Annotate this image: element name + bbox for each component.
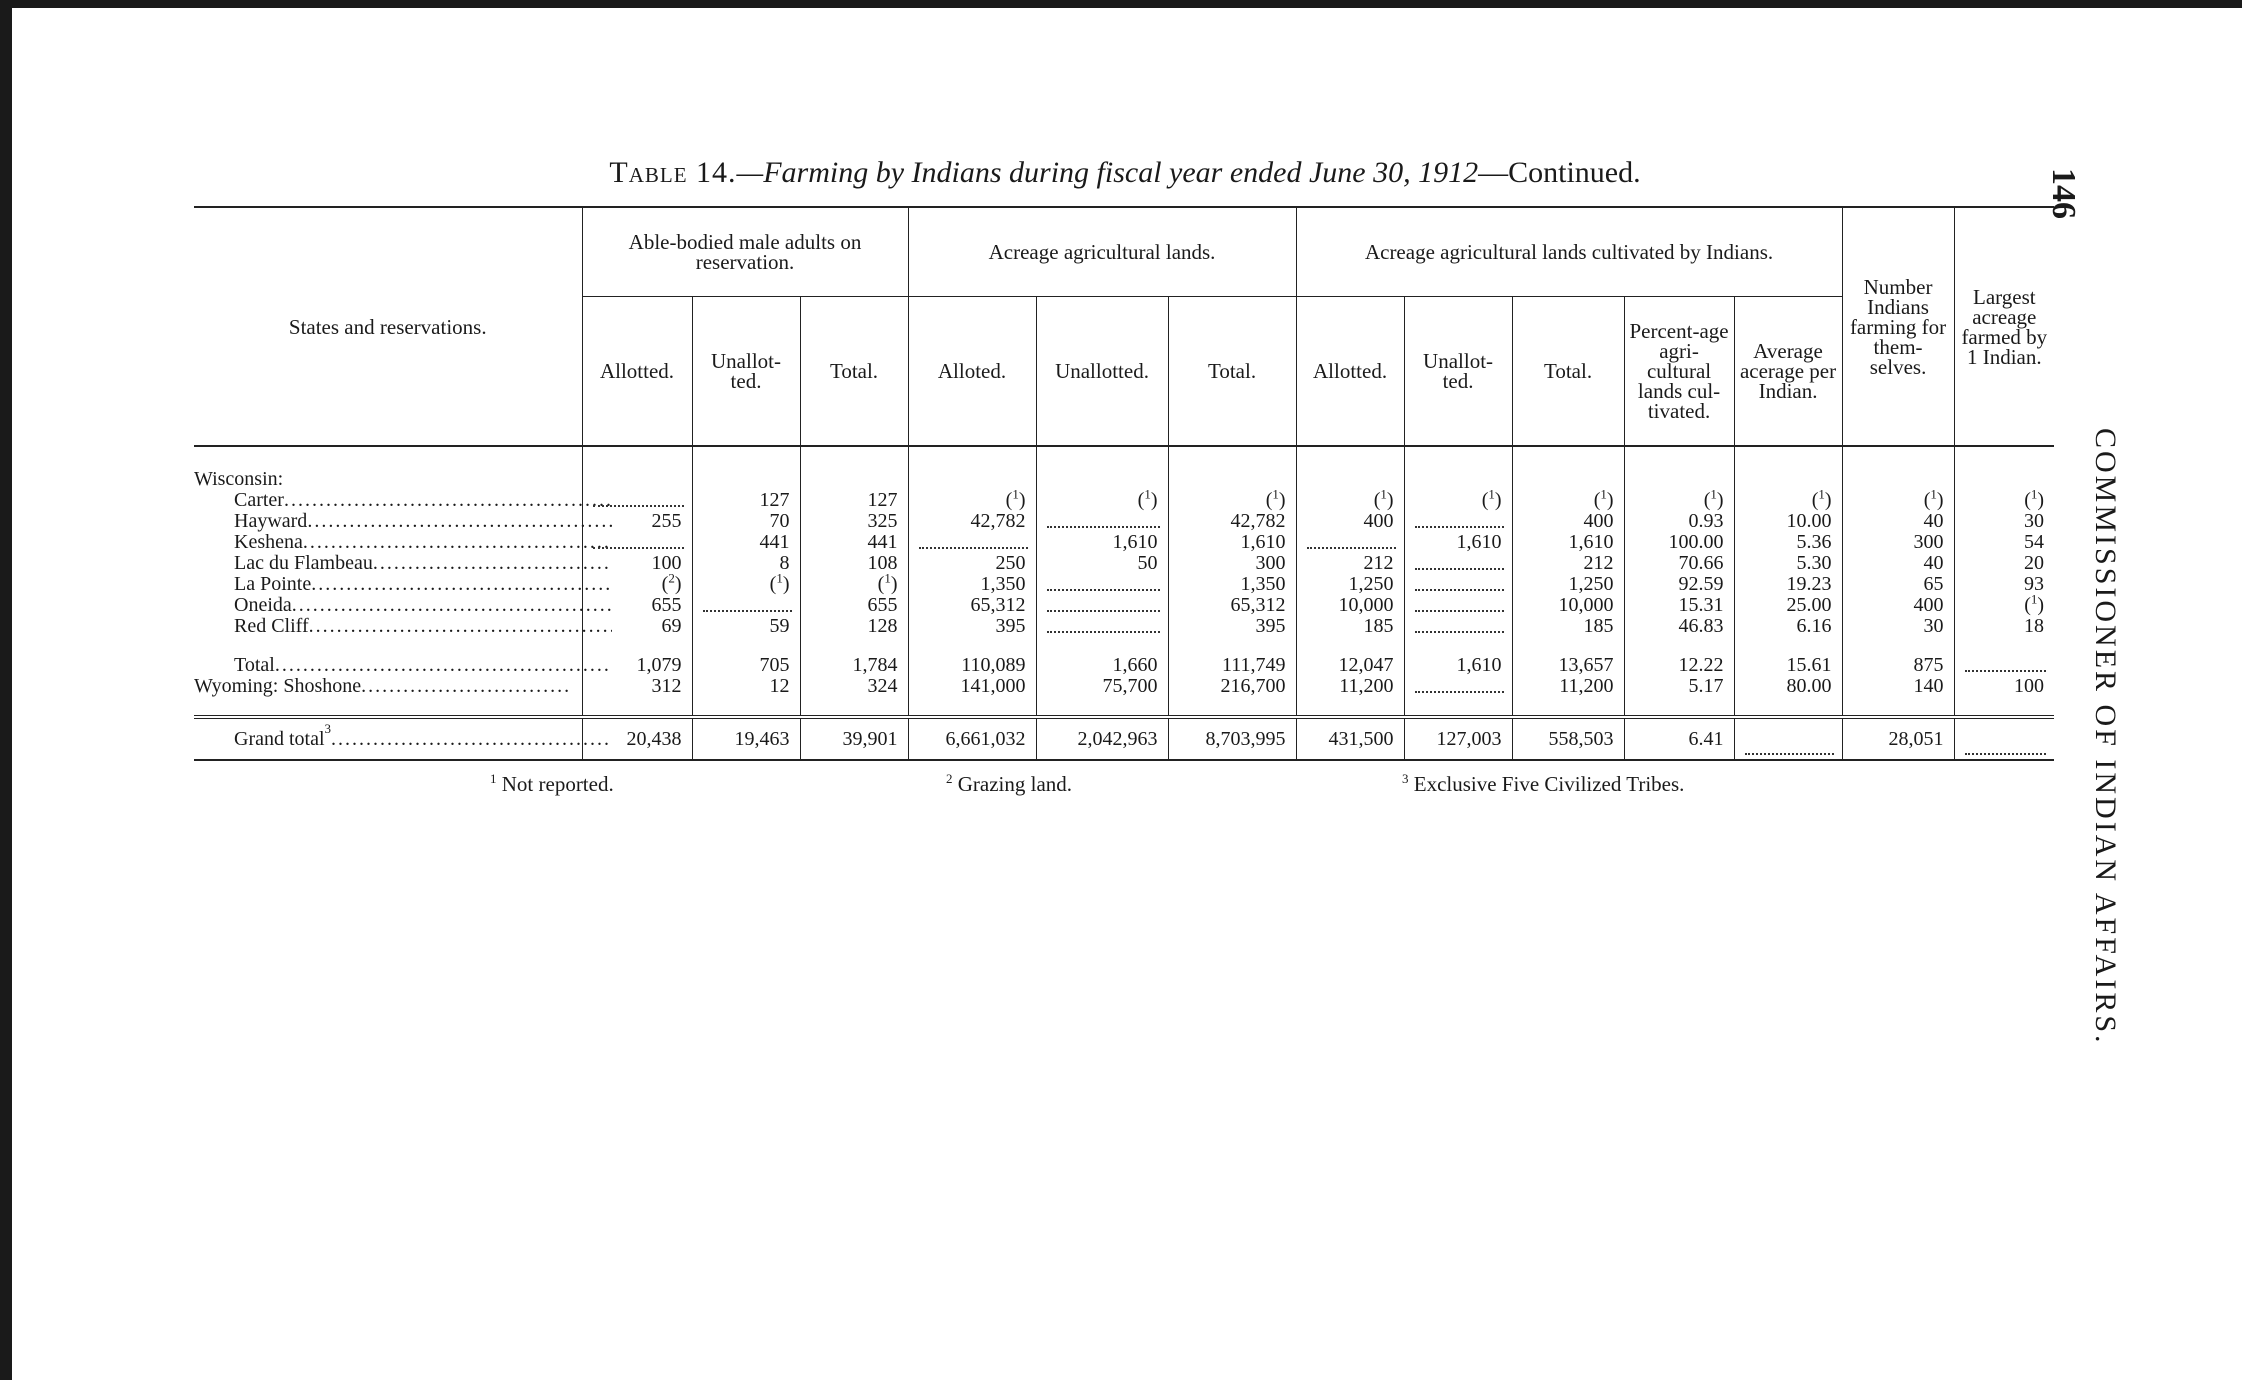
table-row <box>194 553 2054 574</box>
cell-empty-acre-unallotted <box>1036 616 1168 637</box>
title-prefix: Table 14. <box>609 156 737 189</box>
cell-largest: 18 <box>1954 616 2054 637</box>
cell-able-unallotted: 8 <box>692 553 800 574</box>
cell-cult-allotted: 431,500 <box>1296 717 1404 760</box>
cell-number-farming: 40 <box>1842 553 1954 574</box>
cell-empty-cult-unallotted <box>1404 553 1512 574</box>
cell-able-total: 1,784 <box>800 655 908 676</box>
leader-dots <box>275 655 612 676</box>
table-title <box>200 156 2050 190</box>
header-able-bodied: Able-bodied male adults on reservation. <box>582 207 908 297</box>
cell-cult-percent: 92.59 <box>1624 574 1734 595</box>
cell-acre-total: 65,312 <box>1168 595 1296 616</box>
header-largest-acreage: Largest acreage farmed by 1 Indian. <box>1954 207 2054 446</box>
table-row <box>194 532 2054 553</box>
row-label: Grand total <box>234 727 325 750</box>
footnote-3: $^3$ Exclusive Five Civilized Tribes. <box>1402 771 1685 796</box>
cell-acre-unallotted: 2,042,963 <box>1036 717 1168 760</box>
cell-able-allotted: ($^2$) <box>582 574 692 595</box>
footnote-2-text: Grazing land. <box>957 772 1073 796</box>
page-edge-top <box>0 0 2242 8</box>
cell-acre-unallotted: 1,660 <box>1036 655 1168 676</box>
leader-dots <box>331 729 611 750</box>
cell-cult-average: 10.00 <box>1734 511 1842 532</box>
cell-cult-allotted: 11,200 <box>1296 676 1404 697</box>
cell-cult-percent: 70.66 <box>1624 553 1734 574</box>
cell-able-unallotted: 19,463 <box>692 717 800 760</box>
cell-cult-percent: ($^1$) <box>1624 490 1734 511</box>
cell-acre-total: 111,749 <box>1168 655 1296 676</box>
cell-acre-total: 42,782 <box>1168 511 1296 532</box>
table-row <box>194 676 2054 697</box>
cell-cult-allotted: ($^1$) <box>1296 490 1404 511</box>
cell-cult-percent: 5.17 <box>1624 676 1734 697</box>
row-label-cell <box>194 490 582 511</box>
cell-acre-allotted: 110,089 <box>908 655 1036 676</box>
cell-able-unallotted: 59 <box>692 616 800 637</box>
cell-cult-average: 25.00 <box>1734 595 1842 616</box>
cell-empty-largest <box>1954 717 2054 760</box>
cell-able-allotted: 100 <box>582 553 692 574</box>
header-acre-total: Total. <box>1168 297 1296 447</box>
leader-dots <box>361 676 571 697</box>
cell-cult-percent: 0.93 <box>1624 511 1734 532</box>
cell-cult-total: ($^1$) <box>1512 490 1624 511</box>
cell-able-unallotted: 12 <box>692 676 800 697</box>
cell-cult-total: 13,657 <box>1512 655 1624 676</box>
row-label-cell <box>194 532 582 553</box>
cell-empty-acre-allotted <box>908 532 1036 553</box>
table-row <box>194 490 2054 511</box>
cell-cult-percent: 46.83 <box>1624 616 1734 637</box>
cell-number-farming: 875 <box>1842 655 1954 676</box>
cell-able-unallotted: 705 <box>692 655 800 676</box>
cell-cult-allotted: 400 <box>1296 511 1404 532</box>
cell-acre-allotted: 141,000 <box>908 676 1036 697</box>
cell-cult-allotted: 10,000 <box>1296 595 1404 616</box>
cell-number-farming: 400 <box>1842 595 1954 616</box>
cell-acre-allotted: 42,782 <box>908 511 1036 532</box>
cell-cult-average: 5.30 <box>1734 553 1842 574</box>
cell-cult-percent: 15.31 <box>1624 595 1734 616</box>
cell-cult-total: 212 <box>1512 553 1624 574</box>
cell-acre-unallotted: 1,610 <box>1036 532 1168 553</box>
row-label-cell <box>194 553 582 574</box>
cell-cult-total: 1,610 <box>1512 532 1624 553</box>
cell-cult-total: 10,000 <box>1512 595 1624 616</box>
header-cult-unallotted: Unallot-ted. <box>1404 297 1512 447</box>
state-row-wisconsin <box>194 469 2054 490</box>
cell-empty-cult-unallotted <box>1404 511 1512 532</box>
cell-empty-acre-unallotted <box>1036 511 1168 532</box>
footnote-1: $^1$ Not reported. <box>490 771 614 796</box>
cell-empty-able-allotted <box>582 532 692 553</box>
cell-able-total: 655 <box>800 595 908 616</box>
row-label: Keshena <box>234 531 303 553</box>
cell-cult-total: 11,200 <box>1512 676 1624 697</box>
row-label: Oneida <box>234 594 292 616</box>
header-acre-allotted: Alloted. <box>908 297 1036 447</box>
cell-acre-allotted: 395 <box>908 616 1036 637</box>
cell-acre-total: 1,610 <box>1168 532 1296 553</box>
header-cult-percent: Percent-age agri-cultural lands cul-tivated. <box>1624 297 1734 447</box>
cell-acre-allotted: 65,312 <box>908 595 1036 616</box>
table-row <box>194 717 2054 760</box>
row-label: Wyoming: Shoshone <box>194 675 362 697</box>
cell-cult-percent: 100.00 <box>1624 532 1734 553</box>
cell-able-total: 127 <box>800 490 908 511</box>
row-label: Lac du Flambeau <box>234 552 373 574</box>
leader-dots <box>303 532 612 553</box>
table-row <box>194 595 2054 616</box>
farming-table <box>194 206 2054 761</box>
leader-dots <box>307 511 611 532</box>
cell-able-allotted: 69 <box>582 616 692 637</box>
leader-dots <box>311 574 611 595</box>
cell-able-total: 39,901 <box>800 717 908 760</box>
cell-number-farming: 40 <box>1842 511 1954 532</box>
header-acreage: Acreage agricultural lands. <box>908 207 1296 297</box>
footnote-1-text: Not reported. <box>501 772 614 796</box>
cell-able-unallotted: 441 <box>692 532 800 553</box>
cell-able-allotted: 20,438 <box>582 717 692 760</box>
table-row <box>194 511 2054 532</box>
cell-empty-acre-unallotted <box>1036 574 1168 595</box>
state-label: Wisconsin: <box>194 468 284 490</box>
cell-cult-total: 185 <box>1512 616 1624 637</box>
header-number-farming: Number Indians farming for them-selves. <box>1842 207 1954 446</box>
cell-empty-cult-average <box>1734 717 1842 760</box>
cell-able-total: 441 <box>800 532 908 553</box>
cell-able-total: 128 <box>800 616 908 637</box>
cell-empty-cult-unallotted <box>1404 574 1512 595</box>
cell-able-allotted: 1,079 <box>582 655 692 676</box>
cell-able-total: 325 <box>800 511 908 532</box>
cell-cult-unallotted: ($^1$) <box>1404 490 1512 511</box>
cell-acre-unallotted: 50 <box>1036 553 1168 574</box>
cell-acre-total: 395 <box>1168 616 1296 637</box>
title-italic: —Farming by Indians during fiscal year ended June 30, 1912 <box>736 156 1479 189</box>
cell-acre-total: 216,700 <box>1168 676 1296 697</box>
cell-cult-average: 5.36 <box>1734 532 1842 553</box>
title-suffix: —Continued. <box>1478 156 1641 189</box>
row-label: Carter <box>234 489 284 511</box>
cell-able-unallotted: 127 <box>692 490 800 511</box>
row-label-cell <box>194 717 582 760</box>
cell-number-farming: 30 <box>1842 616 1954 637</box>
header-able-allotted: Allotted. <box>582 297 692 447</box>
cell-cult-allotted: 12,047 <box>1296 655 1404 676</box>
cell-cult-allotted: 212 <box>1296 553 1404 574</box>
cell-cult-total: 558,503 <box>1512 717 1624 760</box>
row-label-cell <box>194 676 582 697</box>
header-cultivated: Acreage agricultural lands cultivated by Indians. <box>1296 207 1842 297</box>
cell-cult-percent: 12.22 <box>1624 655 1734 676</box>
cell-able-allotted: 255 <box>582 511 692 532</box>
cell-empty-cult-unallotted <box>1404 616 1512 637</box>
cell-cult-unallotted: 127,003 <box>1404 717 1512 760</box>
cell-number-farming: 65 <box>1842 574 1954 595</box>
row-label-cell <box>194 574 582 595</box>
cell-cult-total: 400 <box>1512 511 1624 532</box>
cell-largest: 30 <box>1954 511 2054 532</box>
cell-cult-average: 19.23 <box>1734 574 1842 595</box>
cell-acre-unallotted: ($^1$) <box>1036 490 1168 511</box>
cell-able-total: 324 <box>800 676 908 697</box>
cell-able-total: 108 <box>800 553 908 574</box>
page-edge-left <box>0 0 12 1380</box>
row-label-cell <box>194 655 582 676</box>
row-label-cell <box>194 511 582 532</box>
cell-able-allotted: 312 <box>582 676 692 697</box>
cell-largest: ($^1$) <box>1954 490 2054 511</box>
cell-number-farming: 28,051 <box>1842 717 1954 760</box>
row-label: Hayward <box>234 510 308 532</box>
cell-acre-allotted: 1,350 <box>908 574 1036 595</box>
header-cult-total: Total. <box>1512 297 1624 447</box>
cell-largest: 54 <box>1954 532 2054 553</box>
header-cult-allotted: Allotted. <box>1296 297 1404 447</box>
table-row <box>194 655 2054 676</box>
row-label: La Pointe <box>234 573 312 595</box>
cell-acre-total: 1,350 <box>1168 574 1296 595</box>
running-head: COMMISSIONER OF INDIAN AFFAIRS. <box>2089 428 2122 1046</box>
cell-largest: 93 <box>1954 574 2054 595</box>
cell-cult-percent: 6.41 <box>1624 717 1734 760</box>
cell-acre-total: ($^1$) <box>1168 490 1296 511</box>
cell-acre-total: 300 <box>1168 553 1296 574</box>
leader-dots <box>373 553 612 574</box>
cell-largest: 100 <box>1954 676 2054 697</box>
footnote-3-text: Exclusive Five Civilized Tribes. <box>1413 772 1685 796</box>
cell-empty-able-allotted <box>582 490 692 511</box>
cell-largest: 20 <box>1954 553 2054 574</box>
cell-acre-unallotted: 75,700 <box>1036 676 1168 697</box>
cell-largest: ($^1$) <box>1954 595 2054 616</box>
row-label-cell <box>194 595 582 616</box>
cell-able-unallotted: ($^1$) <box>692 574 800 595</box>
cell-acre-allotted: ($^1$) <box>908 490 1036 511</box>
header-able-total: Total. <box>800 297 908 447</box>
cell-cult-allotted: 185 <box>1296 616 1404 637</box>
table-row <box>194 616 2054 637</box>
cell-able-unallotted: 70 <box>692 511 800 532</box>
cell-cult-average: 15.61 <box>1734 655 1842 676</box>
header-states: States and reservations. <box>194 207 582 446</box>
cell-empty-cult-unallotted <box>1404 595 1512 616</box>
cell-cult-unallotted: 1,610 <box>1404 655 1512 676</box>
cell-number-farming: 140 <box>1842 676 1954 697</box>
cell-empty-cult-allotted <box>1296 532 1404 553</box>
cell-cult-allotted: 1,250 <box>1296 574 1404 595</box>
row-footnote-mark: 3 <box>324 720 332 736</box>
row-label: Total <box>234 654 275 676</box>
cell-empty-able-unallotted <box>692 595 800 616</box>
header-able-unallotted: Unallot-ted. <box>692 297 800 447</box>
cell-cult-unallotted: 1,610 <box>1404 532 1512 553</box>
cell-number-farming: 300 <box>1842 532 1954 553</box>
header-cult-average: Average acerage per Indian. <box>1734 297 1842 447</box>
leader-dots <box>284 490 612 511</box>
cell-cult-average: ($^1$) <box>1734 490 1842 511</box>
row-label-cell <box>194 616 582 637</box>
cell-cult-average: 6.16 <box>1734 616 1842 637</box>
cell-acre-total: 8,703,995 <box>1168 717 1296 760</box>
leader-dots <box>292 595 612 616</box>
cell-able-total: ($^1$) <box>800 574 908 595</box>
cell-able-allotted: 655 <box>582 595 692 616</box>
cell-empty-acre-unallotted <box>1036 595 1168 616</box>
row-label: Red Cliff <box>234 615 309 637</box>
cell-cult-average: 80.00 <box>1734 676 1842 697</box>
table-row <box>194 574 2054 595</box>
footnote-2: $^2$ Grazing land. <box>946 771 1073 796</box>
leader-dots <box>309 616 612 637</box>
page-number: 146 <box>2045 168 2082 219</box>
cell-empty-largest <box>1954 655 2054 676</box>
cell-acre-allotted: 250 <box>908 553 1036 574</box>
cell-acre-allotted: 6,661,032 <box>908 717 1036 760</box>
cell-number-farming: ($^1$) <box>1842 490 1954 511</box>
cell-cult-total: 1,250 <box>1512 574 1624 595</box>
cell-empty-cult-unallotted <box>1404 676 1512 697</box>
header-acre-unallotted: Unallotted. <box>1036 297 1168 447</box>
